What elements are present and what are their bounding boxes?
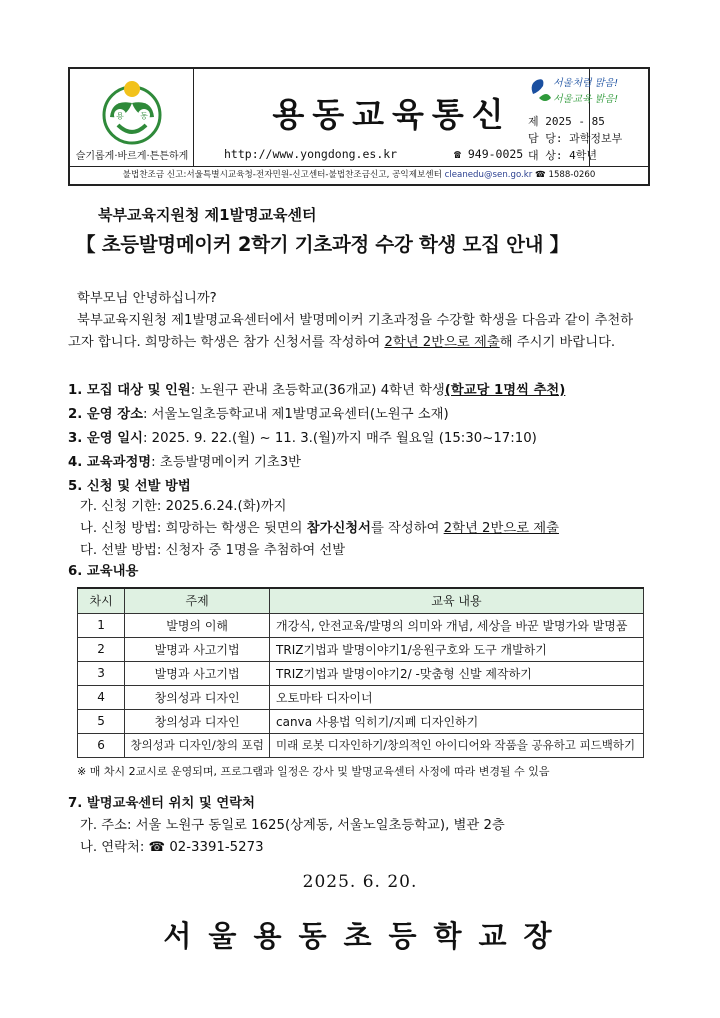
school-logo-cell bbox=[70, 69, 194, 167]
item-5-selection: 다. 선발 방법: 신청자 중 1명을 추첨하여 선발 bbox=[80, 543, 346, 558]
session-number: 2 bbox=[78, 637, 125, 661]
table-row bbox=[78, 613, 644, 637]
school-logo-icon bbox=[98, 75, 166, 145]
session-content: 오토마타 디자이너 bbox=[270, 685, 644, 709]
item-1 bbox=[68, 381, 565, 401]
item-5-deadline: 가. 신청 기한: 2025.6.24.(화)까지 bbox=[80, 499, 287, 514]
intro-line-1: 북부교육지원청 제1발명교육센터에서 발명메이커 기초과정을 수강할 학생을 다음과 같이 추천하 bbox=[77, 313, 634, 328]
session-number: 5 bbox=[78, 709, 125, 733]
greeting: 학부모님 안녕하십니까? bbox=[77, 291, 217, 306]
schedule-note: ※ 매 차시 2교시로 운영되며, 프로그램과 일정은 강사 및 발명교육센터 사정에 따라 변경될 수 있음 bbox=[77, 765, 550, 778]
report-notice-bar bbox=[70, 167, 648, 184]
item-5-method bbox=[80, 519, 559, 539]
item-2-text: : 서울노일초등학교내 제1발명교육센터(노원구 소재) bbox=[142, 407, 449, 422]
item-1-text: : 노원구 관내 초등학교(36개교) 4학년 학생 bbox=[190, 383, 445, 398]
item-4 bbox=[68, 453, 301, 473]
session-number: 3 bbox=[78, 661, 125, 685]
report-notice-text: 불법찬조금 신고:서울특별시교육청-전자민원-신고센터-불법찬조금신고, 공익제보센터 bbox=[122, 170, 442, 180]
report-phone: ☎ 1588-0260 bbox=[535, 170, 596, 180]
header-session: 차시 bbox=[78, 588, 125, 613]
item-1-label: 1. 모집 대상 및 인원 bbox=[68, 383, 191, 398]
item-5-submit-class: 2학년 2반으로 제출 bbox=[443, 521, 559, 536]
session-number: 1 bbox=[78, 613, 125, 637]
session-topic: 창의성과 디자인/창의 포럼 bbox=[125, 733, 270, 757]
item-2 bbox=[68, 405, 449, 425]
session-topic: 발명과 사고기법 bbox=[125, 637, 270, 661]
session-topic: 발명의 이해 bbox=[125, 613, 270, 637]
report-email[interactable]: cleanedu@sen.go.kr bbox=[444, 170, 533, 180]
table-header-row bbox=[78, 588, 644, 613]
school-website-link[interactable]: http://www.yongdong.es.kr bbox=[224, 147, 398, 161]
session-content: TRIZ기법과 발명이야기2/ -맞춤형 신발 제작하기 bbox=[270, 661, 644, 685]
school-phone: ☎ 949-0025 bbox=[454, 147, 524, 161]
target-grade: 대 상: 4학년 bbox=[528, 149, 597, 162]
table-row bbox=[78, 685, 644, 709]
location-address: 가. 주소: 서울 노원구 동일로 1625(상계동, 서울노일초등학교), 별관 2층 bbox=[80, 818, 505, 833]
slogan-line-1: 서울처럼 맑음! bbox=[553, 78, 619, 89]
session-content: 개강식, 안전교육/발명의 의미와 개념, 세상을 바꾼 발명가와 발명품 bbox=[270, 613, 644, 637]
school-motto: 슬기롭게·바르게·튼튼하게 bbox=[75, 151, 189, 162]
item-1-emphasis: (학교당 1명씩 추천) bbox=[444, 383, 566, 398]
table-row bbox=[78, 709, 644, 733]
seoul-education-slogan-logo bbox=[527, 72, 645, 108]
item-2-label: 2. 운영 장소 bbox=[68, 407, 143, 422]
session-topic: 발명과 사고기법 bbox=[125, 661, 270, 685]
item-3-text: : 2025. 9. 22.(월) ~ 11. 3.(월)까지 매주 월요일 (15:30~17:10) bbox=[142, 431, 537, 446]
document-title: 【 초등발명메이커 2학기 기초과정 수강 학생 모집 안내 】 bbox=[76, 233, 569, 256]
session-number: 6 bbox=[78, 733, 125, 757]
header-topic: 주제 bbox=[125, 588, 270, 613]
session-number: 4 bbox=[78, 685, 125, 709]
intro-submit-class: 2학년 2반으로 제출 bbox=[384, 335, 500, 350]
item-6-label: 6. 교육내용 bbox=[68, 564, 139, 579]
manager-department: 담 당: 과학정보부 bbox=[528, 132, 623, 145]
session-content: 미래 로봇 디자인하기/창의적인 아이디어와 작품을 공유하고 피드백하기 bbox=[270, 733, 644, 757]
session-topic: 창의성과 디자인 bbox=[125, 709, 270, 733]
table-row bbox=[78, 637, 644, 661]
intro-line-2 bbox=[68, 333, 615, 353]
intro-line-2-text-b: 해 주시기 바랍니다. bbox=[499, 335, 616, 350]
principal-signature: 서울용동초등학교장 bbox=[163, 919, 569, 953]
header-content: 교육 내용 bbox=[270, 588, 644, 613]
session-content: TRIZ기법과 발명이야기1/응원구호와 도구 개발하기 bbox=[270, 637, 644, 661]
item-4-text: : 초등발명메이커 기초3반 bbox=[151, 455, 302, 470]
organization-name: 북부교육지원청 제1발명교육센터 bbox=[98, 206, 317, 224]
session-content: canva 사용법 익히기/지폐 디자인하기 bbox=[270, 709, 644, 733]
location-label: 7. 발명교육센터 위치 및 연락처 bbox=[68, 796, 255, 811]
item-5-application-form: 참가신청서 bbox=[306, 521, 371, 536]
table-row bbox=[78, 661, 644, 685]
slogan-line-2: 서울교육 밝음! bbox=[553, 94, 619, 105]
course-schedule-table bbox=[77, 587, 644, 758]
item-5-method-text-a: 나. 신청 방법: 희망하는 학생은 뒷면의 bbox=[80, 521, 307, 536]
location-contact: 나. 연락처: ☎ 02-3391-5273 bbox=[80, 840, 264, 855]
item-5-label: 5. 신청 및 선발 방법 bbox=[68, 479, 191, 494]
publication-title: 용동교육통신 bbox=[272, 95, 512, 134]
item-3-label: 3. 운영 일시 bbox=[68, 431, 143, 446]
logo-char-right: 동 bbox=[140, 111, 148, 121]
item-4-label: 4. 교육과정명 bbox=[68, 455, 152, 470]
item-3 bbox=[68, 429, 537, 449]
document-date: 2025. 6. 20. bbox=[302, 872, 418, 892]
session-topic: 창의성과 디자인 bbox=[125, 685, 270, 709]
logo-char-left: 용 bbox=[116, 111, 124, 121]
table-row bbox=[78, 733, 644, 757]
item-5-method-text-b: 를 작성하여 bbox=[370, 521, 444, 536]
intro-line-2-text-a: 고자 합니다. 희망하는 학생은 참가 신청서를 작성하여 bbox=[68, 335, 385, 350]
issue-number: 제 2025 - 85 bbox=[528, 115, 605, 128]
